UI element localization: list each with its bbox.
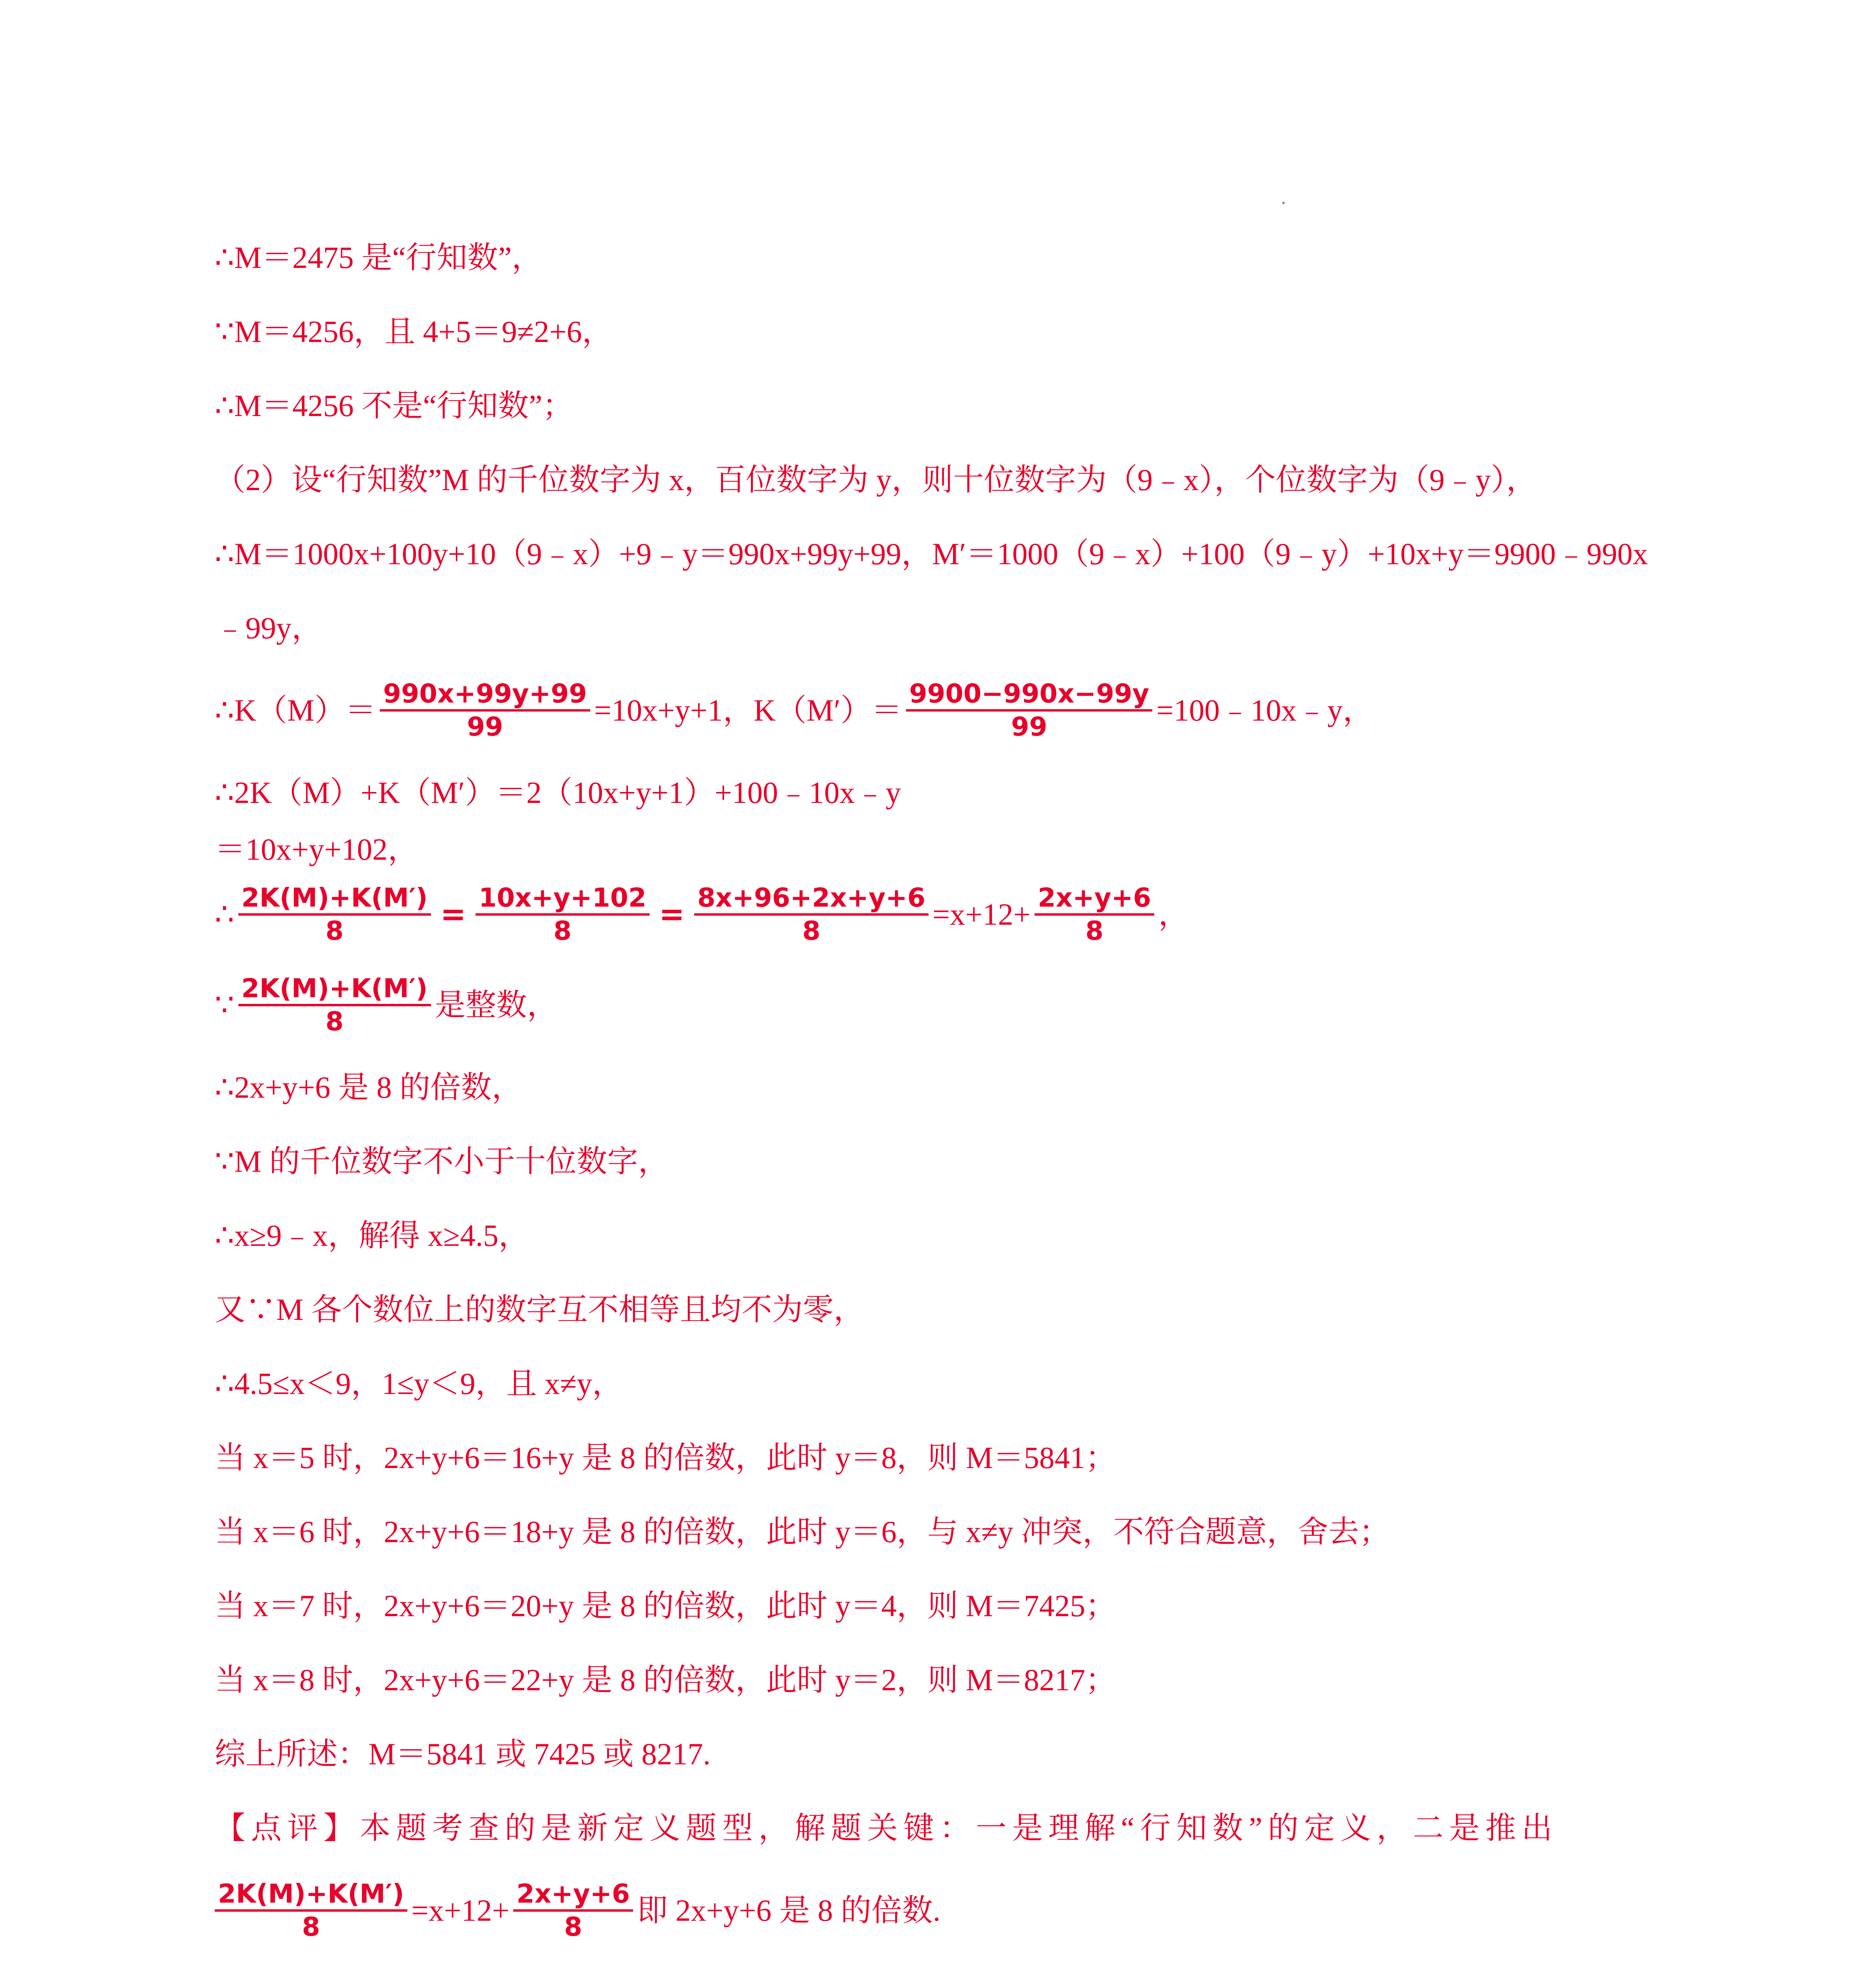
fraction xyxy=(238,973,431,1037)
solution-line: 当 x＝8 时，2x+y+6＝22+y 是 8 的倍数，此时 y＝2，则 M＝8217； xyxy=(215,1663,1116,1697)
fraction-denominator: 8 xyxy=(325,1006,344,1037)
text-segment: =x+12+ xyxy=(411,1893,509,1927)
fraction-denominator: 8 xyxy=(553,916,572,946)
solution-block xyxy=(215,221,1712,1956)
solution-line: ∴2x+y+6 是 8 的倍数， xyxy=(215,1070,523,1104)
solution-line: 综上所述：M＝5841 或 7425 或 8217. xyxy=(215,1737,711,1771)
fraction-numerator: 2x+y+6 xyxy=(513,1879,633,1912)
solution-line: ∴M＝4256 不是“行知数”； xyxy=(215,388,573,423)
fraction-numerator: 2K(M)+K(M′) xyxy=(215,1879,407,1912)
fraction-numerator: 2K(M)+K(M′) xyxy=(238,973,431,1006)
solution-line: ﹣99y， xyxy=(215,611,323,645)
combined-formula-line xyxy=(215,869,1712,960)
fraction-denominator: 8 xyxy=(564,1912,582,1942)
page-mark xyxy=(1282,202,1285,204)
fraction xyxy=(238,883,431,946)
fraction xyxy=(380,678,590,742)
fraction-numerator: 2x+y+6 xyxy=(1035,883,1154,916)
solution-line: ∴M＝2475 是“行知数”， xyxy=(215,240,542,275)
solution-line: 又∵M 各个数位上的数字互不相等且均不为零， xyxy=(215,1292,864,1327)
fraction-numerator: 8x+96+2x+y+6 xyxy=(694,883,929,916)
fraction xyxy=(906,678,1153,742)
text-segment: =x+12+ xyxy=(932,897,1031,931)
text-segment: ∴ xyxy=(215,897,234,931)
fraction xyxy=(513,1879,633,1942)
solution-line: ∴2K（M）+K（M′）＝2（10x+y+1）+100﹣10x﹣y xyxy=(215,775,901,810)
fraction xyxy=(1035,883,1154,946)
text-segment: ∵ xyxy=(215,988,234,1022)
equals-sign: = xyxy=(440,897,466,932)
fraction-denominator: 8 xyxy=(1085,916,1104,946)
comment-line: 【点评】本题考查的是新定义题型，解题关键：一是理解“行知数”的定义，二是推出 xyxy=(215,1811,1558,1845)
fraction xyxy=(476,883,650,946)
fraction-denominator: 99 xyxy=(1011,712,1048,742)
fraction-numerator: 10x+y+102 xyxy=(476,883,650,916)
solution-line: 当 x＝6 时，2x+y+6＝18+y 是 8 的倍数，此时 y＝6，与 x≠y 冲突，不符合题意，舍去； xyxy=(215,1515,1390,1549)
fraction-numerator: 990x+99y+99 xyxy=(380,678,590,712)
solution-line: 当 x＝7 时，2x+y+6＝20+y 是 8 的倍数，此时 y＝4，则 M＝7425； xyxy=(215,1589,1116,1623)
solution-line: （2）设“行知数”M 的千位数字为 x，百位数字为 y，则十位数字为（9﹣x），个位数字为（9﹣y）， xyxy=(215,463,1537,497)
fraction xyxy=(215,1879,407,1942)
text-segment: 是整数， xyxy=(435,988,558,1022)
k-formula-line xyxy=(215,665,1712,756)
text-segment: 即 2x+y+6 是 8 的倍数. xyxy=(637,1893,941,1927)
text-segment: ∴K（M）＝ xyxy=(215,693,376,727)
comment-formula-line xyxy=(215,1865,1712,1956)
fraction-denominator: 99 xyxy=(467,712,503,742)
text-segment: =100﹣10x﹣y， xyxy=(1156,693,1374,727)
solution-line: ∵M 的千位数字不小于十位数字， xyxy=(215,1144,669,1178)
text-segment: ， xyxy=(1158,897,1189,931)
solution-line: ∴x≥9﹣x，解得 x≥4.5， xyxy=(215,1218,529,1253)
integer-claim-line xyxy=(215,960,1712,1050)
equals-sign: = xyxy=(659,897,685,932)
text-segment: =10x+y+1，K（M′）＝ xyxy=(594,693,902,727)
solution-line: 当 x＝5 时，2x+y+6＝16+y 是 8 的倍数，此时 y＝8，则 M＝5841； xyxy=(215,1440,1116,1475)
solution-line: ∵M＝4256，且 4+5＝9≠2+6， xyxy=(215,314,613,349)
fraction-numerator: 2K(M)+K(M′) xyxy=(238,883,431,916)
fraction-denominator: 8 xyxy=(802,916,821,946)
solution-line: ＝10x+y+102， xyxy=(215,832,418,866)
fraction-numerator: 9900−990x−99y xyxy=(906,678,1153,712)
fraction-denominator: 8 xyxy=(302,1912,320,1942)
solution-line: ∴M＝1000x+100y+10（9﹣x）+9﹣y＝990x+99y+99，M′＝1000（9﹣x）+100（9﹣y）+10x+y＝9900﹣990x xyxy=(215,537,1648,571)
fraction xyxy=(694,883,929,946)
solution-line: ∴4.5≤x＜9，1≤y＜9，且 x≠y， xyxy=(215,1366,623,1401)
fraction-denominator: 8 xyxy=(325,916,344,946)
